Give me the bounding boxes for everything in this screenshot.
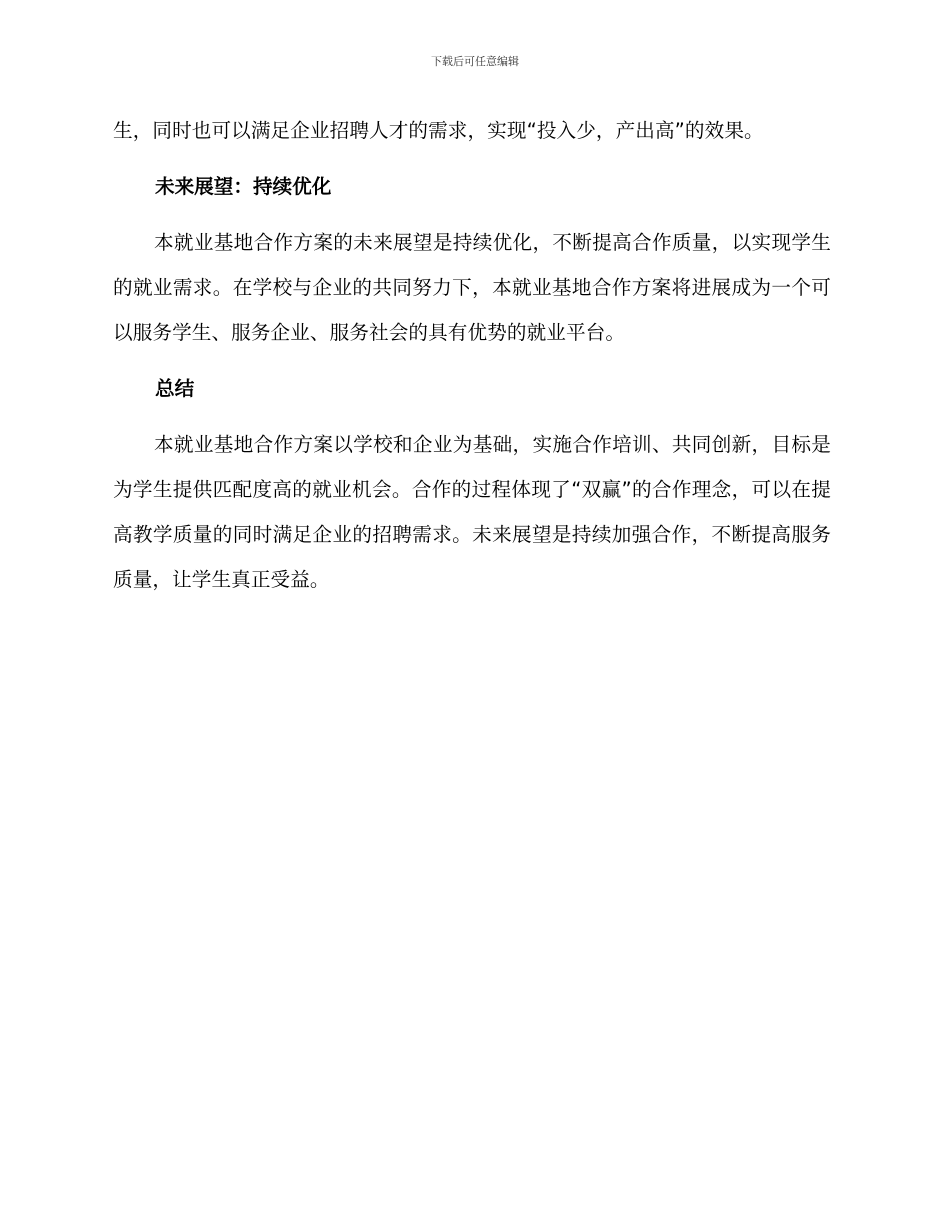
section-heading-outlook: 未来展望：持续优化 <box>155 175 332 198</box>
summary-paragraph: 本就业基地合作方案以学校和企业为基础，实施合作培训、共同创新，目标是为学生提供匹配度高的就业机会。合作的过程体现了“双赢”的合作理念，可以在提高教学质量的同时满足企业的招聘需求。未来展望是持续加强合作，不断提高服务质量，让学生真正受益。 <box>113 433 831 591</box>
outlook-paragraph: 本就业基地合作方案的未来展望是持续优化，不断提高合作质量，以实现学生的就业需求。在学校与企业的共同努力下，本就业基地合作方案将进展成为一个可以服务学生、服务企业、服务社会的具有优势的就业平台。 <box>113 231 831 344</box>
page-header: 下载后可任意编辑 <box>431 55 519 68</box>
continued-paragraph: 生，同时也可以满足企业招聘人才的需求，实现“投入少，产出高”的效果。 <box>113 119 764 142</box>
section-heading-summary: 总结 <box>155 377 195 400</box>
document-body <box>113 108 831 613</box>
